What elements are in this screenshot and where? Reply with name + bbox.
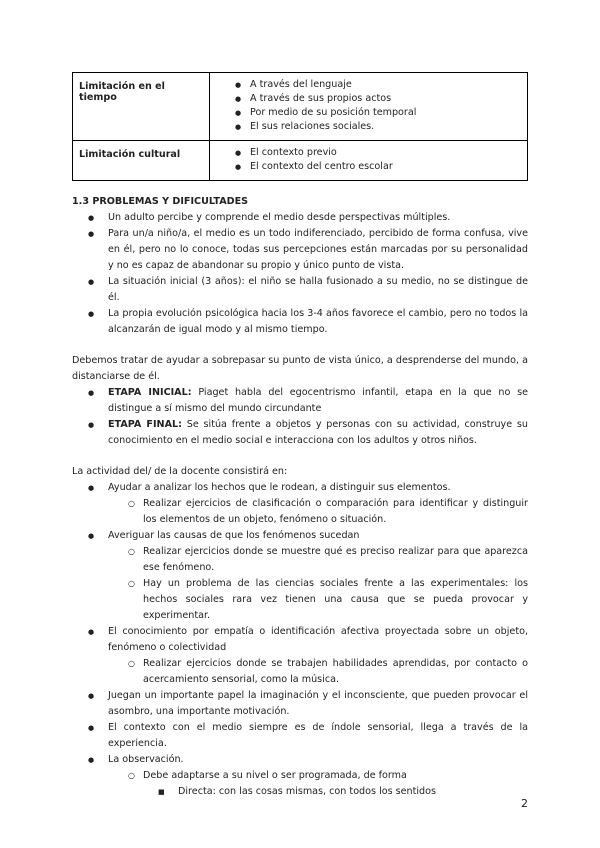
page-number: 2 — [521, 797, 528, 810]
list-item — [72, 752, 528, 800]
list-item: ● Un adulto percibe y comprende el medio desde perspectivas múltiples. — [72, 210, 528, 226]
list-item: ● El contexto del centro escolar — [216, 160, 521, 174]
table-row — [73, 141, 528, 181]
sub-list — [108, 656, 528, 688]
sub-list-item: ○ Realizar ejercicios donde se trabajen habilidades aprendidas, por contacto o acercamiento sensorial, como la música. — [108, 656, 528, 688]
stage-label: ETAPA INICIAL: — [108, 387, 192, 398]
sub-list — [108, 768, 528, 800]
sub-sub-list — [143, 784, 528, 800]
list-item — [72, 528, 528, 624]
sub-list-item — [108, 768, 528, 800]
list-item-text: El conocimiento por empatía o identificación afectiva proyectada sobre un objeto, fenómeno o colectividad — [108, 626, 528, 653]
sub-list — [108, 544, 528, 624]
stage-label: ETAPA FINAL: — [108, 419, 182, 430]
table-row-items — [210, 73, 528, 141]
table-item-list — [216, 146, 521, 174]
table-row — [73, 73, 528, 141]
list-item: ● Para un/a niño/a, el medio es un todo indiferenciado, percibido de forma confusa, vive en él, pero no lo conoce, todas sus percepciones están marcadas por su personalidad y no es capaz de abandonar su propio y único punto de vista. — [72, 226, 528, 274]
list-item: ● Juegan un importante papel la imaginación y el inconsciente, que pueden provocar el asombro, una importante motivación. — [72, 688, 528, 720]
list-item-text: Averiguar las causas de que los fenómenos sucedan — [108, 530, 360, 541]
list-item — [72, 480, 528, 528]
list-item: ● La situación inicial (3 años): el niño se halla fusionado a su medio, no se distingue de él. — [72, 274, 528, 306]
list-item: ● La propia evolución psicológica hacia los 3-4 años favorece el cambio, pero no todos la alcanzarán de igual modo y al mismo tiempo. — [72, 306, 528, 338]
list-item — [72, 624, 528, 688]
sub-list-item: ○ Realizar ejercicios donde se muestre qué es preciso realizar para que aparezca ese fenómeno. — [108, 544, 528, 576]
table-row-label: Limitación en el tiempo — [73, 73, 210, 141]
list-item: ● A través del lenguaje — [216, 78, 521, 92]
list-item: ● El contexto previo — [216, 146, 521, 160]
table-row-label: Limitación cultural — [73, 141, 210, 181]
list-item: ● El contexto con el medio siempre es de índole sensorial, llega a través de la experiencia. — [72, 720, 528, 752]
paragraph: La actividad del/ de la docente consistirá en: — [72, 466, 288, 477]
sub-list-item-text: Debe adaptarse a su nivel o ser programada, de forma — [143, 770, 407, 781]
table-row-items — [210, 141, 528, 181]
stage-text: Se sitúa frente a objetos y personas con su actividad, construye su conocimiento en el medio social e interacciona con los adultos y otros niños. — [108, 419, 528, 446]
list-item — [72, 417, 528, 449]
stage-text: Piaget habla del egocentrismo infantil, etapa en la que no se distingue a sí mismo del mundo circundante — [108, 387, 528, 414]
list-item-text: La observación. — [108, 754, 184, 765]
section-heading: 1.3 PROBLEMAS Y DIFICULTADES — [72, 196, 249, 207]
sub-list-item: ○ Realizar ejercicios de clasificación o comparación para identificar y distinguir los elementos de un objeto, fenómeno o situación. — [108, 496, 528, 528]
list-item: ● Por medio de su posición temporal — [216, 106, 521, 120]
list-item-text: Ayudar a analizar los hechos que le rodean, a distinguir sus elementos. — [108, 482, 451, 493]
activity-list — [72, 480, 528, 800]
stages-list — [72, 385, 528, 449]
sub-list — [108, 496, 528, 528]
table-item-list — [216, 78, 521, 134]
sub-sub-list-item: ■ Directa: con las cosas mismas, con todos los sentidos — [143, 784, 528, 800]
list-item: ● A través de sus propios actos — [216, 92, 521, 106]
list-item: ● El sus relaciones sociales. — [216, 120, 521, 134]
document-body — [72, 194, 528, 800]
problems-list — [72, 210, 528, 338]
list-item — [72, 385, 528, 417]
paragraph: Debemos tratar de ayudar a sobrepasar su punto de vista único, a desprenderse del mundo, a distanciarse de él. — [72, 355, 528, 382]
limitations-table — [72, 72, 528, 181]
sub-list-item: ○ Hay un problema de las ciencias sociales frente a las experimentales: los hechos sociales rara vez tienen una causa que se pueda provocar y experimentar. — [108, 576, 528, 624]
